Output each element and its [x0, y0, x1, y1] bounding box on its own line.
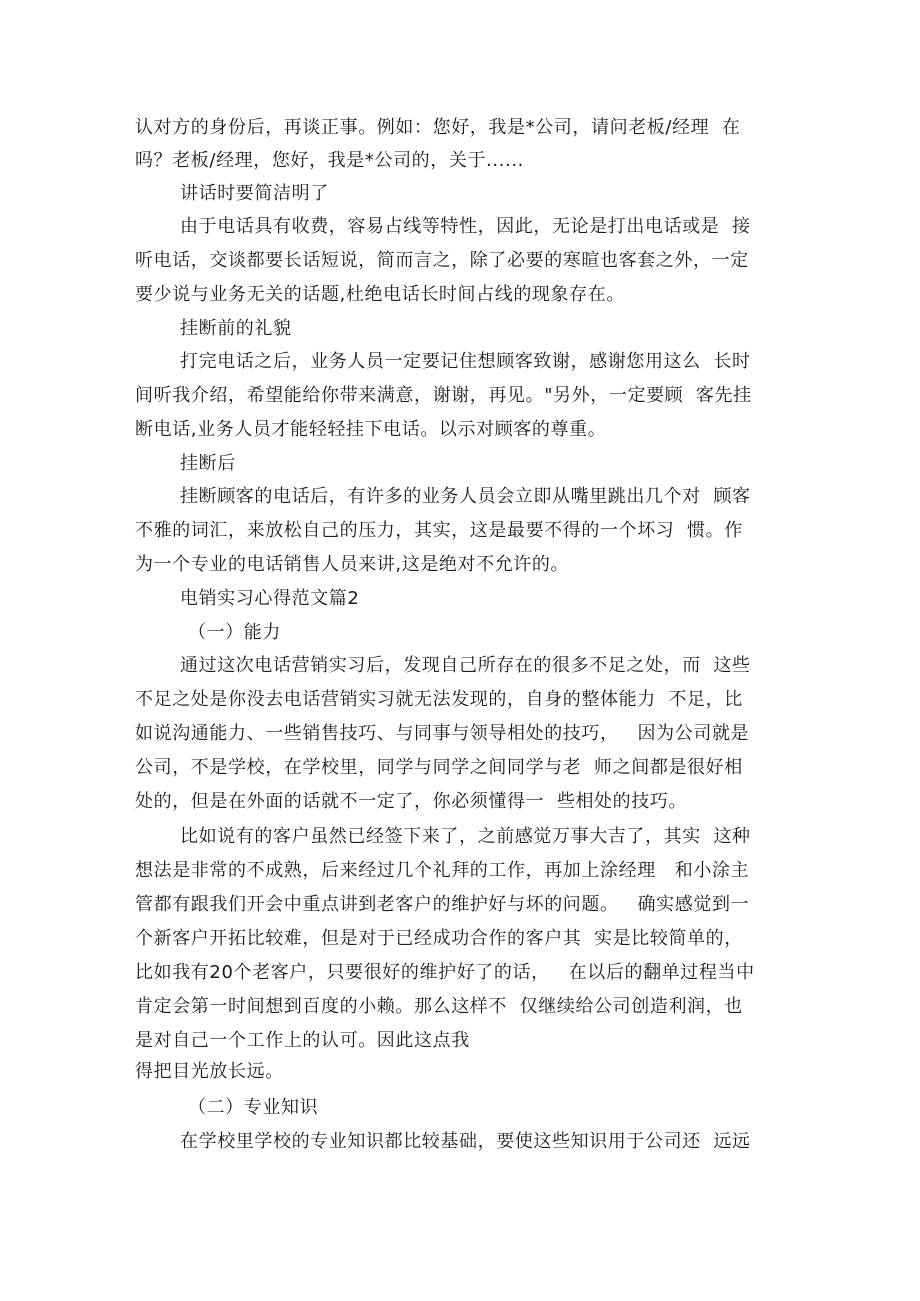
text-line: 肯定会第一时间想到百度的小赖。那么这样不 仅继续给公司创造利润，也 — [135, 996, 743, 1017]
section-heading: 挂断后 — [180, 453, 236, 474]
text-line: 断电话,业务人员才能轻轻挂下电话。以示对顾客的尊重。 — [135, 419, 607, 440]
text-line: 在学校里学校的专业知识都比较基础，要使这些知识用于公司还 远远 — [180, 1131, 751, 1152]
text-line: 比如说有的客户虽然已经签下来了，之前感觉万事大吉了，其实 这种 — [180, 826, 751, 847]
text-line: 通过这次电话营销实习后，发现自己所存在的很多不足之处，而 这些 — [180, 655, 751, 676]
text-line: 公司，不是学校，在学校里，同学与同学之间同学与老 师之间都是很好相 — [135, 757, 743, 778]
section-heading: 挂断前的礼貌 — [180, 318, 292, 339]
text-line: 挂断顾客的电话后，有许多的业务人员会立即从嘴里跳出几个对 顾客 — [180, 486, 751, 507]
text-line: 间听我介绍，希望能给你带来满意，谢谢，再见。"另外，一定要顾 客先挂 — [135, 385, 752, 406]
section-heading: 讲话时要简洁明了 — [180, 183, 329, 204]
text-line: 为一个专业的电话销售人员来讲,这是绝对不允许的。 — [135, 554, 570, 575]
text-line: 由于电话具有收费，容易占线等特性，因此，无论是打出电话或是 接 — [180, 216, 751, 237]
text-line: 个新客户开拓比较难，但是对于已经成功合作的客户其 实是比较简单的， — [135, 928, 743, 949]
text-line: 不足之处是你没去电话营销实习就无法发现的，自身的整体能力 不足，比 — [135, 689, 743, 710]
text-line: 打完电话之后，业务人员一定要记住想顾客致谢，感谢您用这么 长时 — [180, 351, 751, 372]
text-line: 是对自己一个工作上的认可。因此这点我 — [135, 1030, 470, 1051]
text-line: 听电话，交谈都要长话短说，简而言之，除了必要的寒暄也客套之外，一定 — [135, 250, 749, 271]
text-line: 管都有跟我们开会中重点讲到老客户的维护好与坏的问题。 确实感觉到一 — [135, 894, 750, 915]
text-line: 要少说与业务无关的话题,杜绝电话长时间占线的现象存在。 — [135, 284, 625, 305]
text-line: 吗？老板/经理，您好，我是*公司的，关于...... — [135, 150, 524, 171]
text-line: 如说沟通能力、一些销售技巧、与同事与领导相处的技巧， 因为公司就是 — [135, 723, 750, 744]
section-heading: （二）专业知识 — [188, 1097, 319, 1118]
text-line: 想法是非常的不成熟，后来经过几个礼拜的工作，再加上涂经理 和小涂主 — [135, 860, 750, 881]
article-title: 电销实习心得范文篇2 — [180, 588, 360, 609]
text-line: 处的，但是在外面的话就不一定了，你必须懂得一 些相处的技巧。 — [135, 791, 688, 812]
section-heading: （一）能力 — [188, 622, 281, 643]
text-line: 不雅的词汇，来放松自己的压力，其实，这是最要不得的一个坏习 惯。作 — [135, 520, 743, 541]
text-line: 得把目光放长远。 — [135, 1061, 284, 1082]
text-line: 认对方的身份后，再谈正事。例如：您好，我是*公司，请问老板/经理 在 — [135, 117, 741, 138]
text-line: 比如我有20个老客户，只要很好的维护好了的话， 在以后的翻单过程当中 — [135, 962, 755, 983]
